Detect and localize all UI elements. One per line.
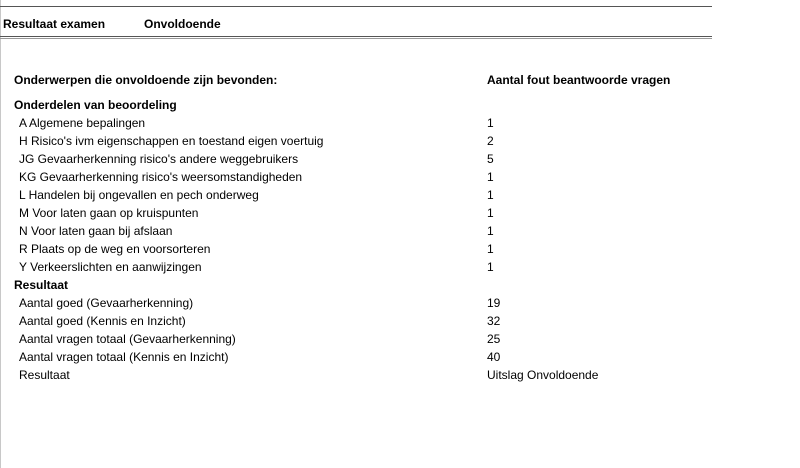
top-divider	[0, 6, 712, 7]
assessment-row-value: 1	[487, 116, 494, 130]
assessment-row-label: R Plaats op de weg en voorsorteren	[19, 242, 211, 256]
result-row-label: Aantal vragen totaal (Gevaarherkenning)	[19, 332, 236, 346]
assessment-row	[14, 258, 714, 276]
assessment-row-value: 1	[487, 260, 494, 274]
header-divider-secondary	[0, 38, 712, 39]
assessment-row-label: JG Gevaarherkenning risico's andere weggebruikers	[19, 152, 299, 166]
result-row-value: 32	[487, 314, 501, 328]
result-row-label: Aantal goed (Kennis en Inzicht)	[19, 314, 186, 328]
assessment-row-value: 1	[487, 224, 494, 238]
assessment-row-value: 5	[487, 152, 494, 166]
assessment-row	[14, 240, 714, 258]
section-title-assessment: Onderdelen van beoordeling	[14, 98, 177, 112]
report-body	[14, 71, 714, 384]
result-row	[14, 366, 714, 384]
assessment-row-value: 2	[487, 134, 494, 148]
result-row-value: 40	[487, 350, 501, 364]
header-divider	[0, 36, 712, 37]
result-row-value: 19	[487, 296, 501, 310]
assessment-row	[14, 168, 714, 186]
assessment-row	[14, 204, 714, 222]
column-headers	[14, 71, 714, 89]
assessment-list	[14, 114, 714, 276]
result-header	[3, 17, 221, 31]
result-row-label: Aantal goed (Gevaarherkenning)	[19, 296, 194, 310]
result-row	[14, 348, 714, 366]
subjects-column-header: Onderwerpen die onvoldoende zijn bevonden:	[14, 73, 278, 87]
section-title-results: Resultaat	[14, 278, 69, 292]
assessment-row-label: N Voor laten gaan bij afslaan	[19, 224, 173, 238]
header-label: Resultaat examen	[3, 17, 106, 31]
assessment-row-label: KG Gevaarherkenning risico's weersomstandigheden	[19, 170, 303, 184]
assessment-row-value: 1	[487, 170, 494, 184]
assessment-row	[14, 186, 714, 204]
assessment-row-label: Y Verkeerslichten en aanwijzingen	[19, 260, 202, 274]
result-row-value: Uitslag Onvoldoende	[487, 368, 599, 382]
assessment-row-label: A Algemene bepalingen	[19, 116, 146, 130]
assessment-row	[14, 222, 714, 240]
result-row	[14, 294, 714, 312]
assessment-row-value: 1	[487, 206, 494, 220]
result-row-value: 25	[487, 332, 501, 346]
result-row	[14, 312, 714, 330]
assessment-row-label: L Handelen bij ongevallen en pech onderweg	[19, 188, 259, 202]
assessment-row-value: 1	[487, 242, 494, 256]
assessment-row	[14, 114, 714, 132]
results-list	[14, 294, 714, 384]
assessment-row	[14, 132, 714, 150]
assessment-row-value: 1	[487, 188, 494, 202]
assessment-row-label: H Risico's ivm eigenschappen en toestand eigen voertuig	[19, 134, 324, 148]
result-row-label: Resultaat	[19, 368, 70, 382]
result-row	[14, 330, 714, 348]
left-border	[0, 0, 1, 468]
errors-column-header: Aantal fout beantwoorde vragen	[487, 73, 671, 87]
header-result: Onvoldoende	[144, 17, 221, 31]
result-row-label: Aantal vragen totaal (Kennis en Inzicht)	[19, 350, 229, 364]
assessment-row	[14, 150, 714, 168]
assessment-row-label: M Voor laten gaan op kruispunten	[19, 206, 199, 220]
